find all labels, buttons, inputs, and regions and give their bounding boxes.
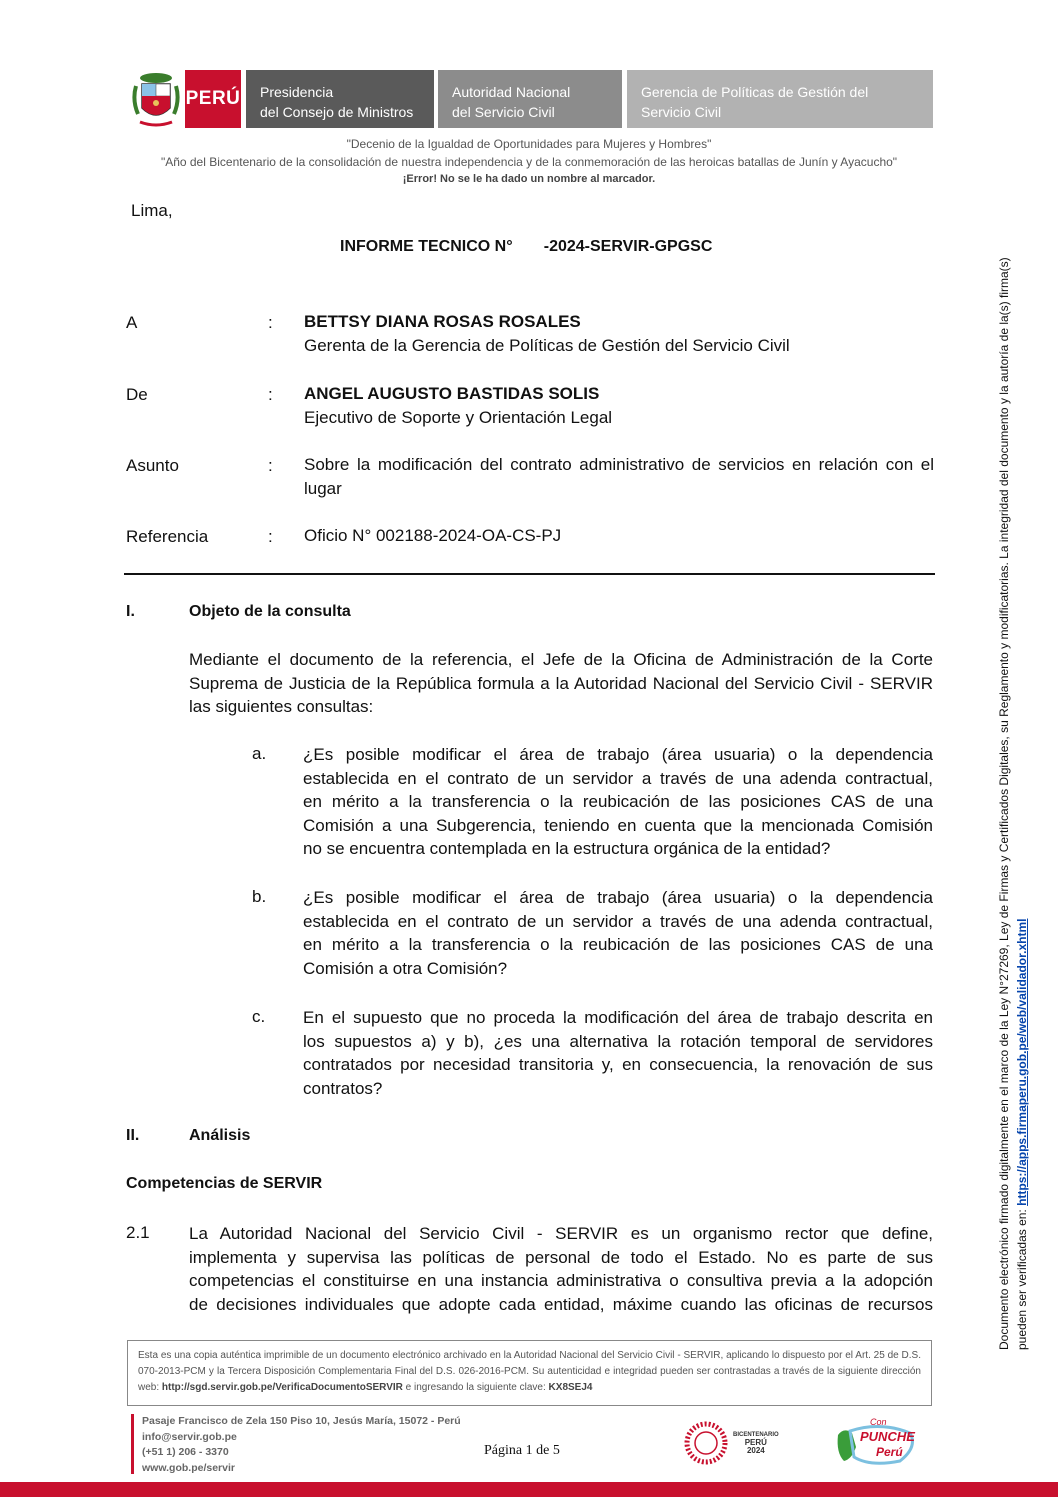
from-block bbox=[304, 382, 934, 430]
from-role: Ejecutivo de Soporte y Orientación Legal bbox=[304, 408, 613, 427]
from-label: De bbox=[126, 385, 148, 404]
section-number: II. bbox=[126, 1127, 140, 1144]
coat-of-arms-logo bbox=[130, 70, 182, 130]
consulta-item: En el supuesto que no proceda la modificación del área de trabajo descrita en los supuestos a) y b), ¿es una alternativa la rotación temporal de servidores contratados por necesidad transitoria y, en consecuencia, la renovación de sus contratos? bbox=[303, 1008, 933, 1098]
header-pcm-box: Presidencia del Consejo de Ministros bbox=[246, 70, 434, 128]
section-title: Objeto de la consulta bbox=[189, 603, 351, 620]
validator-link[interactable]: https://apps.firmaperu.gob.pe/web/validador.xhtml bbox=[1015, 918, 1029, 1206]
slogan-year: "Año del Bicentenario de la consolidación de nuestra independencia y de la conmemoración de las heroicas batallas de Junín y Ayacucho" bbox=[160, 155, 898, 169]
paragraph-number: 2.1 bbox=[126, 1223, 150, 1242]
subject-line: Sobre la modificación del contrato administrativo de servicios en relación con el bbox=[304, 455, 934, 474]
page-number: Página 1 de 5 bbox=[484, 1443, 560, 1458]
item-label: c. bbox=[252, 1007, 266, 1026]
header-gerencia-box: Gerencia de Políticas de Gestión del Servicio Civil bbox=[627, 70, 933, 128]
email-link[interactable]: info@servir.gob.pe bbox=[142, 1430, 237, 1443]
to-label: A bbox=[126, 313, 138, 332]
to-name: BETTSY DIANA ROSAS ROSALES bbox=[304, 312, 581, 331]
header-servir-box: Autoridad Nacional del Servicio Civil bbox=[438, 70, 622, 128]
colon: : bbox=[268, 527, 273, 546]
section-title: Análisis bbox=[189, 1127, 251, 1144]
consulta-item: ¿Es posible modificar el área de trabajo (área usuaria) o la dependencia establecida en el contrato de un servidor a través de una adenda contractual, en mérito a la transferencia o la reubicación de las posiciones CAS de una Comisión a una Subgerencia, teniendo en cuenta que la mencionada Comisión no se encuentra contemplada en la estructura orgánica de la entidad? bbox=[303, 745, 933, 858]
reference-value: Oficio N° 002188-2024-OA-CS-PJ bbox=[304, 526, 562, 545]
report-title: INFORME TECNICO N° -2024-SERVIR-GPGSC bbox=[340, 238, 713, 255]
peru-logo: PERÚ bbox=[185, 70, 241, 128]
to-block bbox=[304, 310, 934, 358]
con-punche-peru-logo: Con PUNCHE Perú bbox=[830, 1417, 925, 1469]
bookmark-error: ¡Error! No se le ha dado un nombre al marcador. bbox=[402, 173, 656, 185]
intro-paragraph: Mediante el documento de la referencia, el Jefe de la Oficina de Administración de la Corte Suprema de Justicia de la República formula a la Autoridad Nacional del Servicio Civil - SERVIR las siguientes consultas: bbox=[189, 650, 933, 716]
from-name: ANGEL AUGUSTO BASTIDAS SOLIS bbox=[304, 384, 600, 403]
authenticity-notice: Esta es una copia auténtica imprimible de un documento electrónico archivado en la Autoridad Nacional del Servicio Civil - SERVIR, aplicando lo dispuesto por el Art. 25 de D.S. 070-2013-PCM y la Tercera Disposición Complementaria Final del D.S. 026-2016-PCM. Su autenticidad e integridad pueden ser contrastadas a través de la siguiente dirección web: http://sgd.servir.gob.pe/VerificaDocumentoSERVIR e ingresando la siguiente clave: KX8SEJ4 bbox=[127, 1340, 932, 1406]
subject-line: lugar bbox=[304, 479, 342, 498]
contact-block bbox=[131, 1414, 461, 1474]
reference-label: Referencia bbox=[126, 527, 209, 546]
item-label: a. bbox=[252, 744, 267, 763]
item-label: b. bbox=[252, 887, 267, 906]
section-number: I. bbox=[126, 603, 135, 620]
phone: (+51 1) 206 - 3370 bbox=[142, 1446, 229, 1458]
colon: : bbox=[268, 456, 273, 475]
website-link[interactable]: www.gob.pe/servir bbox=[142, 1461, 235, 1474]
subsection-title: Competencias de SERVIR bbox=[126, 1175, 323, 1192]
separator-rule bbox=[124, 573, 935, 575]
verification-url[interactable]: http://sgd.servir.gob.pe/VerificaDocumentoSERVIR bbox=[161, 1382, 403, 1393]
slogan-decade: "Decenio de la Igualdad de Oportunidades para Mujeres y Hombres" bbox=[346, 137, 712, 151]
subject-label: Asunto bbox=[126, 456, 179, 475]
bottom-red-bar bbox=[0, 1482, 1058, 1497]
subject-block bbox=[304, 453, 934, 501]
city-line: Lima, bbox=[131, 201, 173, 220]
colon: : bbox=[268, 313, 273, 332]
verification-key: KX8SEJ4 bbox=[548, 1382, 593, 1393]
to-role: Gerenta de la Gerencia de Políticas de Gestión del Servicio Civil bbox=[304, 336, 790, 355]
bicentenario-text: BICENTENARIO PERÚ 2024 bbox=[733, 1432, 779, 1455]
address: Pasaje Francisco de Zela 150 Piso 10, Jesús María, 15072 - Perú bbox=[142, 1415, 461, 1427]
bicentenario-logo bbox=[683, 1420, 729, 1466]
consulta-item: ¿Es posible modificar el área de trabajo (área usuaria) o la dependencia establecida en el contrato de un servidor a través de una adenda contractual, en mérito a la transferencia o la reubicación de las posiciones CAS de una Comisión a otra Comisión? bbox=[303, 888, 933, 978]
analysis-paragraph: La Autoridad Nacional del Servicio Civil - SERVIR es un organismo rector que define, implementa y supervisa las políticas de personal de todo el Estado. No es parte de sus competencias el constituirse en una instancia administrativa o consultiva previa a la adopción de decisiones individuales que adopte cada entidad, máxime cuando las oficinas de recursos bbox=[189, 1224, 933, 1314]
colon: : bbox=[268, 385, 273, 404]
